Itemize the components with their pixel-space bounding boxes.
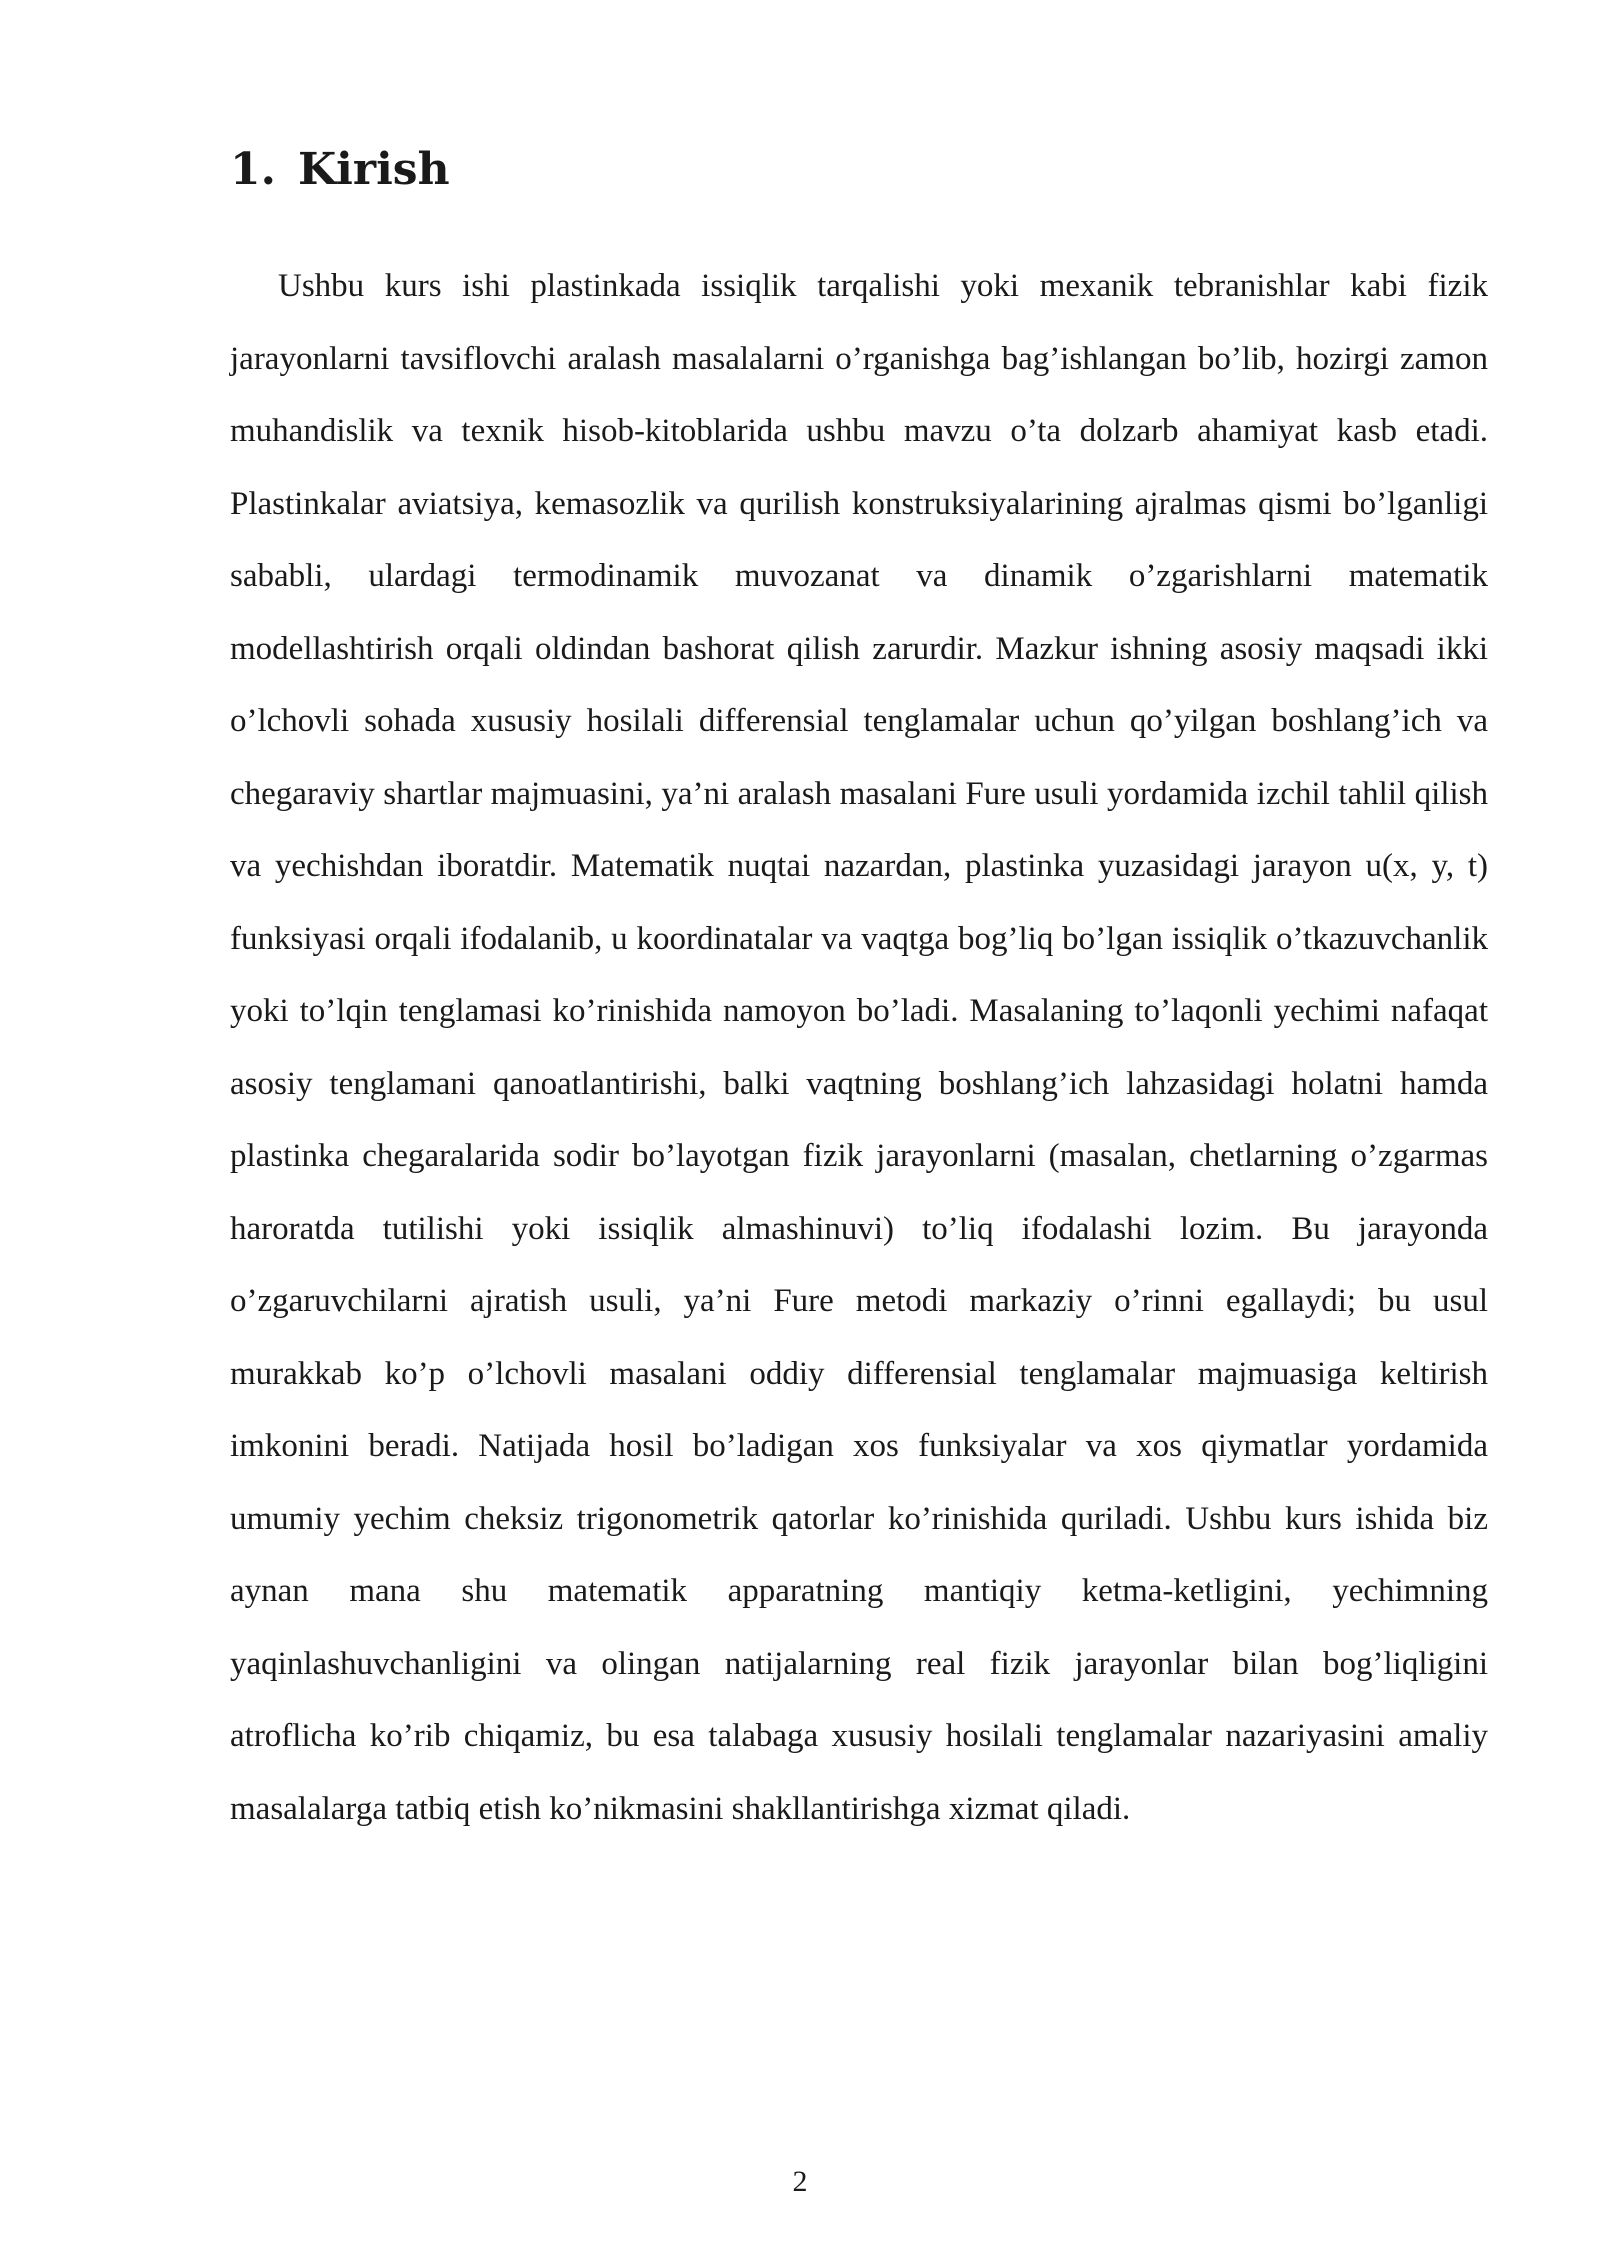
section-number: 1. — [230, 144, 276, 195]
body-paragraph: Ushbu kurs ishi plastinkada issiqlik tarqalishi yoki mexanik tebranishlar kabi fizik jarayonlarni tavsiflovchi aralash masalalarni o’rganishga bag’ishlangan bo’lib, hozirgi zamon muhandislik va texnik hisob-kitoblarida ushbu mavzu o’ta dolzarb ahamiyat kasb etadi. Plastinkalar aviatsiya, kemasozlik va qurilish konstruksiyalarining ajralmas qismi bo’lganligi sababli, ulardagi termodinamik muvozanat va dinamik o’zgarishlarni matematik modellashtirish orqali oldindan bashorat qilish zarurdir. Mazkur ishning asosiy maqsadi ikki o’lchovli sohada xususiy hosilali differensial tenglamalar uchun qo’yilgan boshlang’ich va chegaraviy shartlar majmuasini, ya’ni aralash masalani Fure usuli yordamida izchil tahlil qilish va yechishdan iboratdir. Matematik nuqtai nazardan, plastinka yuzasidagi jarayon u(x, y, t) funksiyasi orqali ifodalanib, u koordinatalar va vaqtga bog’liq bo’lgan issiqlik o’tkazuvchanlik yoki to’lqin tenglamasi ko’rinishida namoyon bo’ladi. Masalaning to’laqonli yechimi nafaqat asosiy tenglamani qanoatlantirishi, balki vaqtning boshlang’ich lahzasidagi holatni hamda plastinka chegaralarida sodir bo’layotgan fizik jarayonlarni (masalan, chetlarning o’zgarmas haroratda tutilishi yoki issiqlik almashinuvi) to’liq ifodalashi lozim. Bu jarayonda o’zgaruvchilarni ajratish usuli, ya’ni Fure metodi markaziy o’rinni egallaydi; bu usul murakkab ko’p o’lchovli masalani oddiy differensial tenglamalar majmuasiga keltirish imkonini beradi. Natijada hosil bo’ladigan xos funksiyalar va xos qiymatlar yordamida umumiy yechim cheksiz trigonometrik qatorlar ko’rinishida quriladi. Ushbu kurs ishida biz aynan mana shu matematik apparatning mantiqiy ketma-ketligini, yechimning yaqinlashuvchanligini va olingan natijalarning real fizik jarayonlar bilan bog’liqligini atroflicha ko’rib chiqamiz, bu esa talabaga xususiy hosilali tenglamalar nazariyasini amaliy masalalarga tatbiq etish ko’nikmasini shakllantirishga xizmat qiladi. — [230, 268, 1488, 1827]
section-heading — [230, 140, 450, 200]
section-title: Kirish — [297, 144, 450, 195]
page-number: 2 — [792, 2165, 808, 2198]
